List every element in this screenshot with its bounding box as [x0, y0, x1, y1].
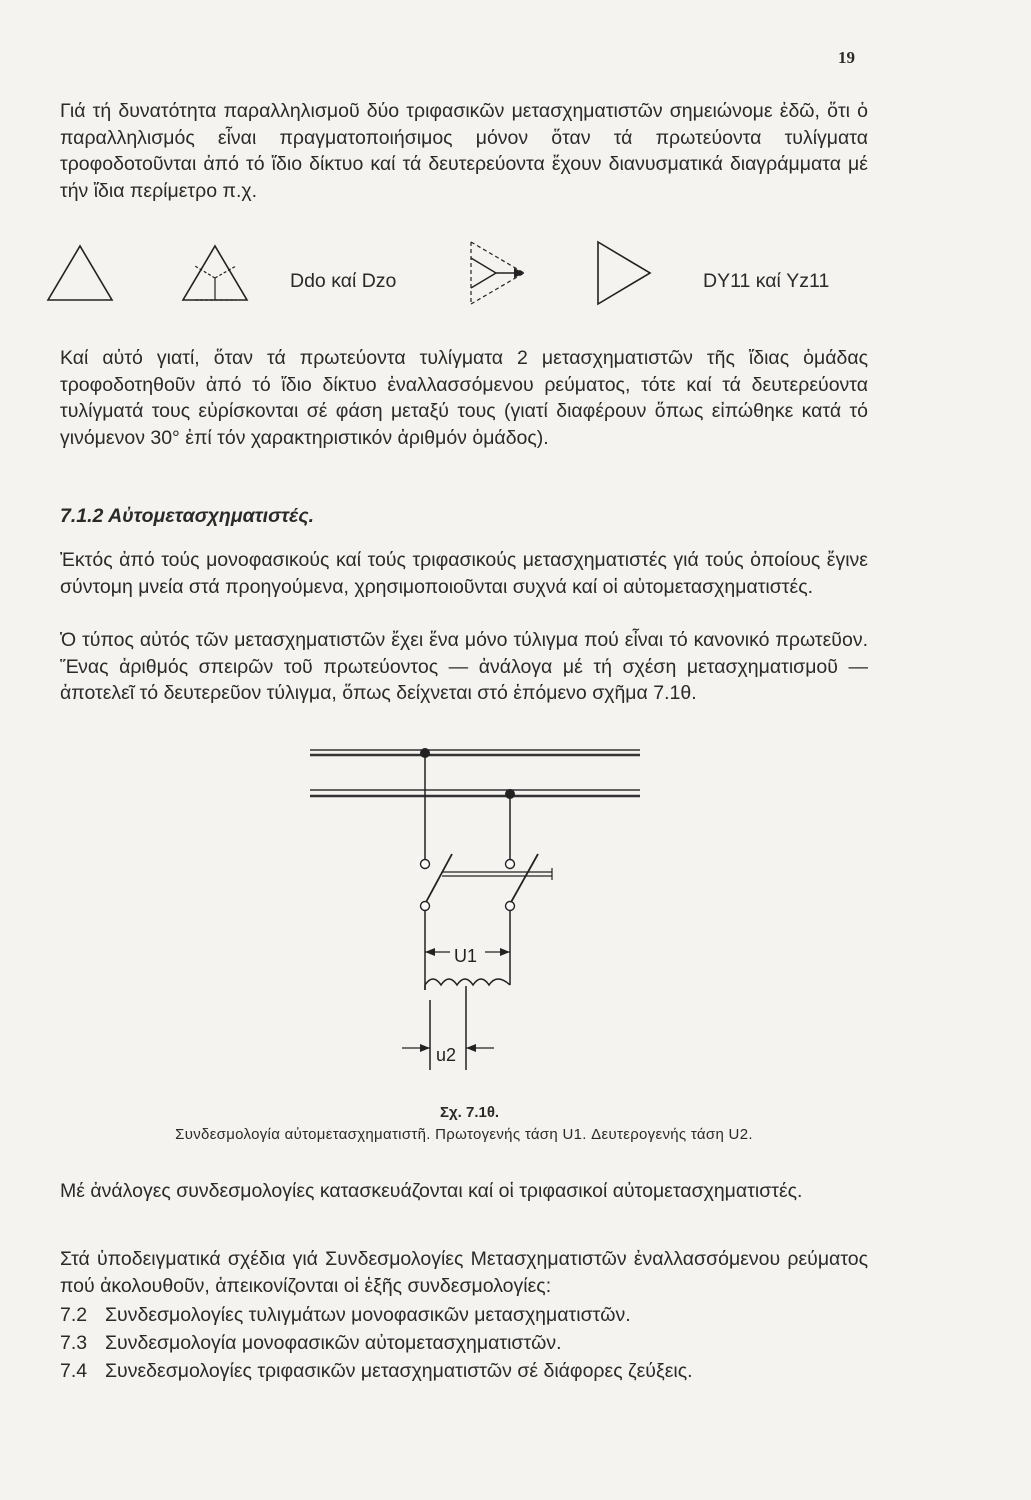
label-ddo-dzo: Ddo καί Dzo — [290, 270, 397, 292]
star-arrow-symbol — [471, 242, 524, 304]
page-number: 19 — [838, 48, 855, 67]
label-u2: u2 — [436, 1045, 457, 1065]
drawing-list — [60, 1301, 880, 1385]
paragraph-phase-reason: Καί αὐτό γιατί, ὅταν τά πρωτεύοντα τυλίγματα 2 μετασχηματιστῶν τῆς ἴδιας ὁμάδας τροφοδοτηθοῦν ἀπό τό ἴδιο δίκτυο ἐναλλασσόμενου ρεύματος, τότε καί τά δευτερεύοντα τυλίγματά τους εὑρίσκονται σέ φάση μεταξύ τους (γιατί διαφέρουν ὅπως εἰπώθηκε κατά τό γινόμενον 30° ἐπί τόν χαρακτηριστικόν ἀριθμόν ὁμάδος). — [60, 347, 868, 449]
right-triangle-symbol — [598, 242, 650, 304]
vector-symbols-svg — [0, 238, 1031, 318]
label-dy11-yz11: DY11 καί Yz11 — [703, 270, 830, 292]
delta-zigzag-symbol — [183, 246, 247, 300]
autotransformer-figure — [300, 740, 660, 1110]
paragraph-autotransformer-type: Ὁ τύπος αὐτός τῶν μετασχηματιστῶν ἔχει ἕνα μόνο τύλιγμα πού εἶναι τό κανονικό πρωτεῦον. Ἕνας ἀριθμός σπειρῶν τοῦ πρωτεύοντος — ἀνάλογα μέ τή σχέση μετασχηματισμοῦ — ἀποτελεῖ τό δευτερεῦον τύλιγμα, ὅπως δείχνεται στό ἑπόμενο σχῆμα 7.1θ. — [60, 629, 868, 704]
list-item-text: Συνδεσμολογία μονοφασικῶν αὐτομετασχηματιστῶν. — [105, 1332, 562, 1354]
vector-symbols-row — [0, 238, 1031, 318]
list-item-number: 7.4 — [60, 1360, 88, 1382]
figure-caption-title: Σχ. 7.1θ. — [440, 1104, 500, 1121]
list-item-number: 7.3 — [60, 1332, 88, 1354]
label-U1: U1 — [454, 946, 478, 966]
list-item — [60, 1357, 880, 1385]
list-item-text: Συνεδεσμολογίες τριφασικῶν μετασχηματιστῶν σέ διάφορες ζεύξεις. — [105, 1360, 693, 1382]
list-item — [60, 1301, 880, 1329]
paragraph-three-phase-auto: Μέ ἀνάλογες συνδεσμολογίες κατασκευάζονται καί οἱ τριφασικοί αὐτομετασχηματιστές. — [60, 1180, 803, 1202]
section-heading: 7.1.2 Αὐτομετασχηματιστές. — [60, 505, 315, 527]
list-item-text: Συνδεσμολογίες τυλιγμάτων μονοφασικῶν μετασχηματιστῶν. — [105, 1304, 631, 1326]
paragraph-example-drawings: Στά ὑποδειγματικά σχέδια γιά Συνδεσμολογίες Μετασχηματιστῶν ἐναλλασσόμενου ρεύματος πού ἀκολουθοῦν, ἀπεικονίζονται οἱ ἑξῆς συνδεσμολογίες: — [60, 1248, 868, 1297]
figure-caption-text: Συνδεσμολογία αὐτομετασχηματιστῆ. Πρωτογενής τάση U1. Δευτερογενής τάση U2. — [175, 1126, 753, 1143]
paragraph-parallel-operation: Γιά τή δυνατότητα παραλληλισμοῦ δύο τριφασικῶν μετασχηματιστῶν σημειώνομε ἐδῶ, ὅτι ὁ παραλληλισμός εἶναι πραγματοποιήσιμος μόνον ὅταν τά πρωτεύοντα τυλίγματα τροφοδοτοῦνται ἀπό τό ἴδιο δίκτυο καί τά δευτερεύοντα ἔχουν διανυσματικά διαγράμματα μέ τήν ἴδια περίμετρο π.χ. — [60, 100, 868, 202]
list-item-number: 7.2 — [60, 1304, 88, 1326]
delta-triangle-symbol — [48, 246, 112, 300]
list-item — [60, 1329, 880, 1357]
autotransformer-diagram — [300, 740, 660, 1110]
paragraph-autotransformer-intro: Ἐκτός ἀπό τούς μονοφασικούς καί τούς τριφασικούς μετασχηματιστές γιά τούς ὁποίους ἔγινε σύντομη μνεία στά προηγούμενα, χρησιμοποιοῦνται συχνά καί οἱ αὐτομετασχηματιστές. — [60, 549, 868, 598]
